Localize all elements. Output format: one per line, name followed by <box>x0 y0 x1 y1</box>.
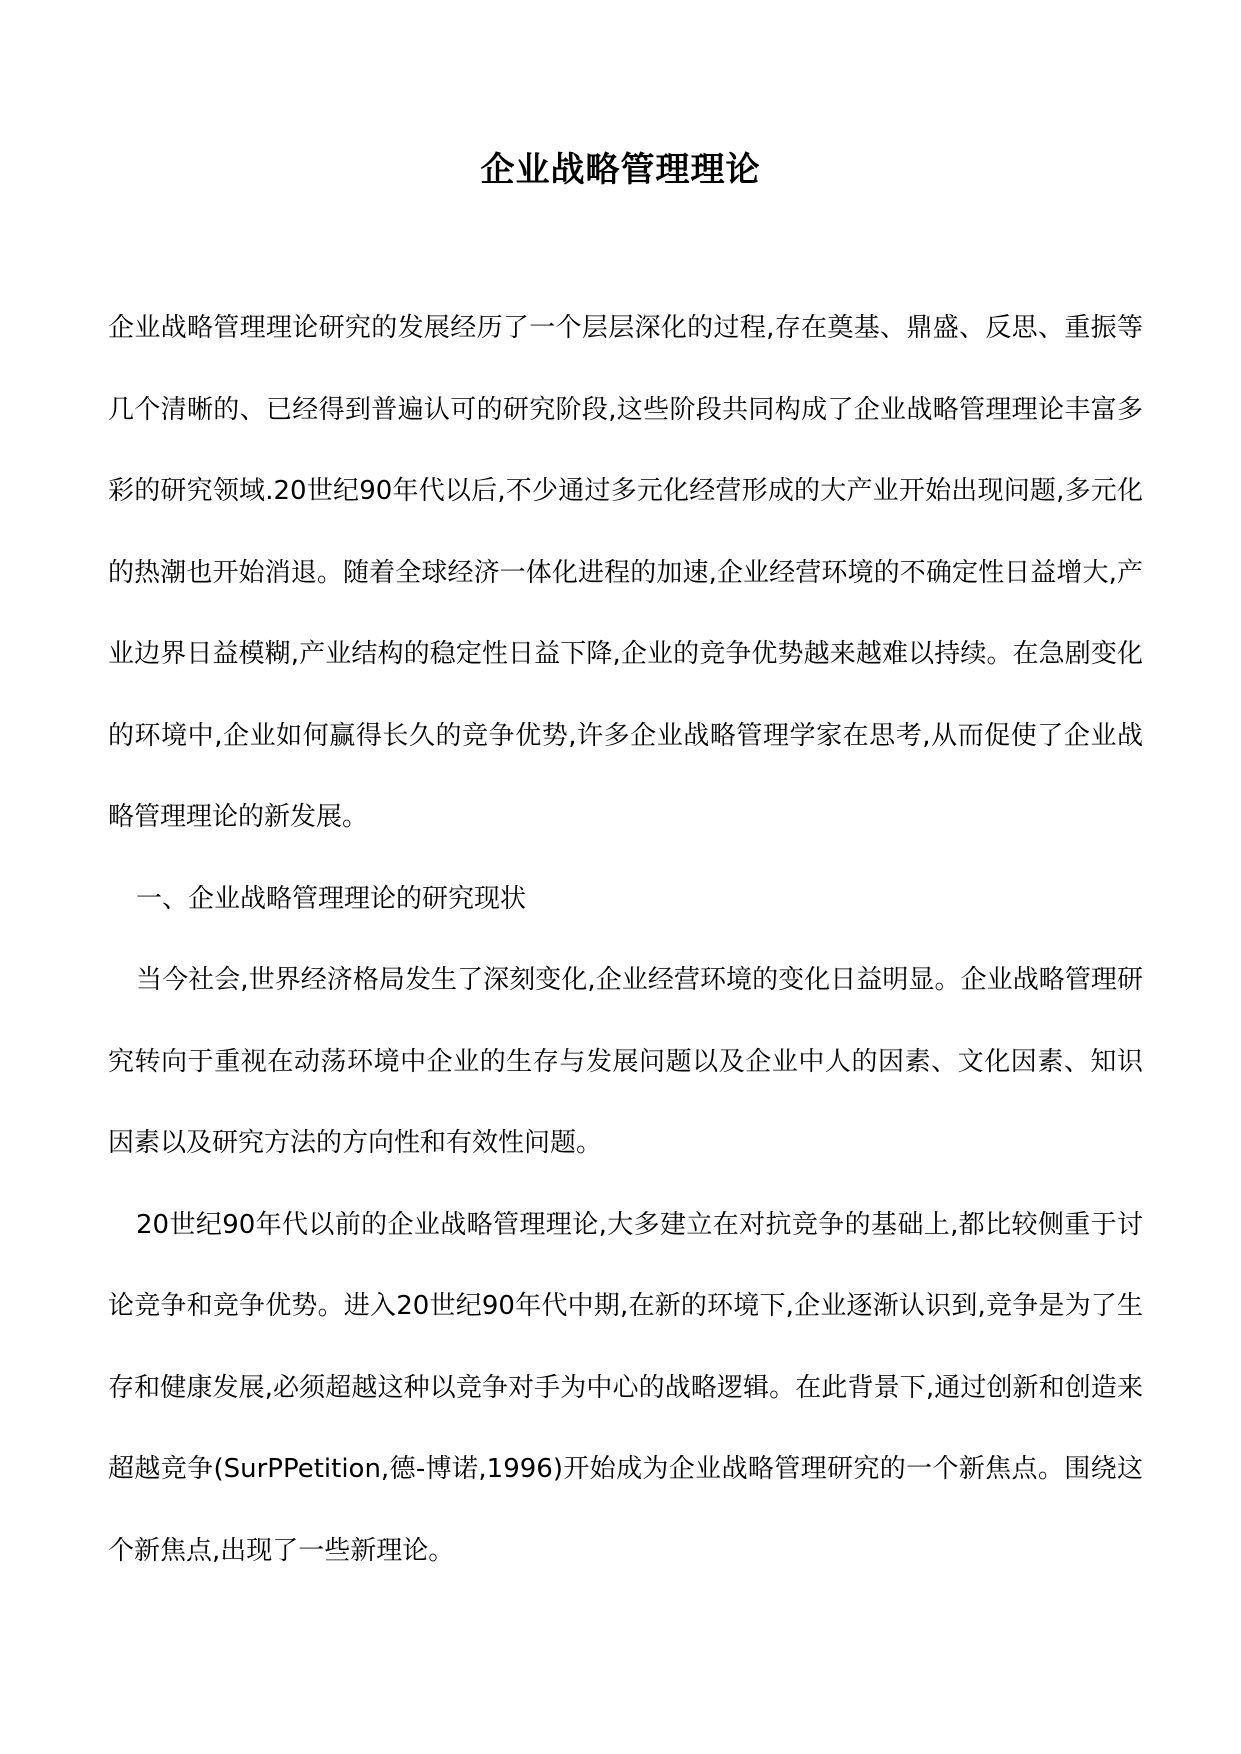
document-title: 企业战略管理理论 <box>480 150 761 190</box>
section-heading: 一、企业战略管理理论的研究现状 <box>136 883 527 914</box>
section-paragraph: 当今社会,世界经济格局发生了深刻变化,企业经营环境的变化日益明显。企业战略管理研究转向于重视在动荡环境中企业的生存与发展问题以及企业中人的因素、文化因素、知识因素以及研究方法的方向性和有效性问题。 <box>108 965 1143 1158</box>
document-body <box>108 288 1143 1592</box>
section-paragraph: 20世纪90年代以前的企业战略管理理论,大多建立在对抗竞争的基础上,都比较侧重于讨论竞争和竞争优势。进入20世纪90年代中期,在新的环境下,企业逐渐认识到,竞争是为了生存和健康发展,必须超越这种以竞争对手为中心的战略逻辑。在此背景下,通过创新和创造来超越竞争(SurPPetition,德-博诺,1996)开始成为企业战略管理研究的一个新焦点。围绕这个新焦点,出现了一些新理论。 <box>108 1209 1143 1566</box>
intro-paragraph: 企业战略管理理论研究的发展经历了一个层层深化的过程,存在奠基、鼎盛、反思、重振等几个清晰的、已经得到普遍认可的研究阶段,这些阶段共同构成了企业战略管理理论丰富多彩的研究领域.20世纪90年代以后,不少通过多元化经营形成的大产业开始出现问题,多元化的热潮也开始消退。随着全球经济一体化进程的加速,企业经营环境的不确定性日益增大,产业边界日益模糊,产业结构的稳定性日益下降,企业的竞争优势越来越难以持续。在急剧变化的环境中,企业如何赢得长久的竞争优势,许多企业战略管理学家在思考,从而促使了企业战略管理理论的新发展。 <box>108 313 1143 832</box>
